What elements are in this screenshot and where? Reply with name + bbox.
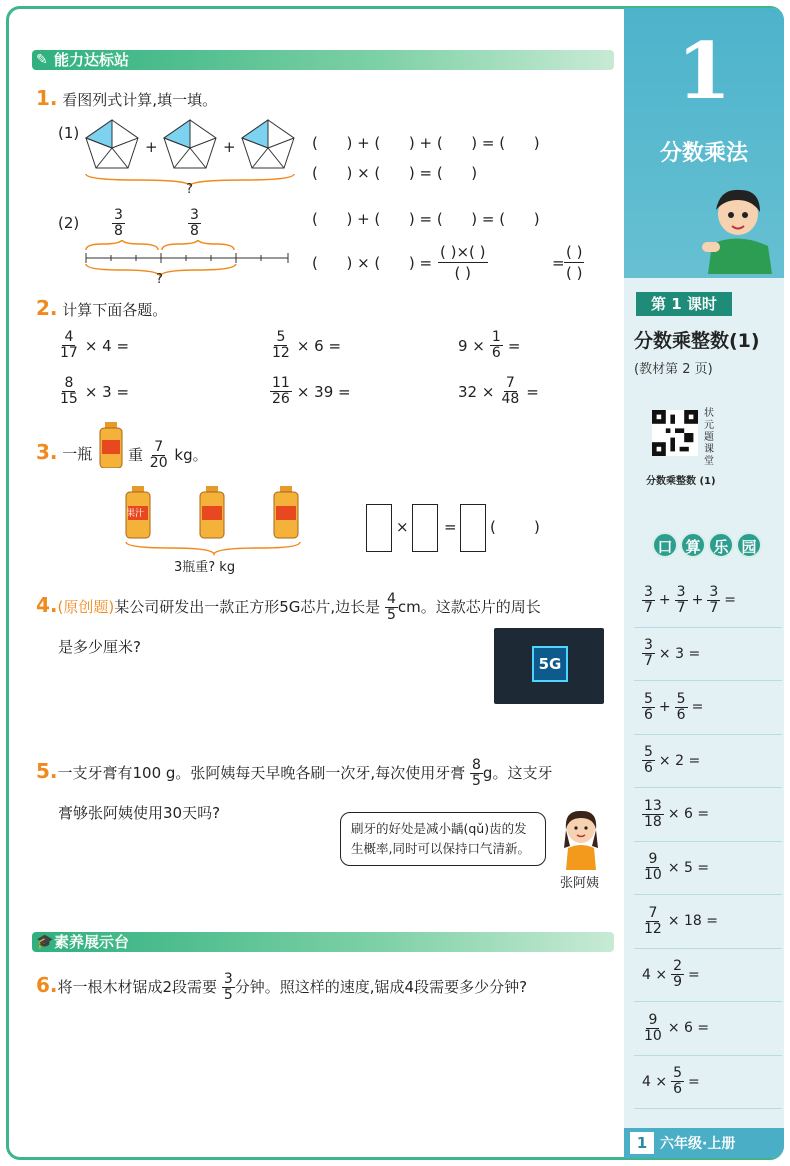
fraction: $\frac{7}{48}$ bbox=[501, 375, 520, 407]
fraction: $\frac{5}{12}$ bbox=[272, 329, 290, 361]
plus-sign: + bbox=[145, 138, 158, 156]
expression-text: = bbox=[724, 592, 736, 609]
expression-text: + bbox=[691, 592, 704, 609]
q1-fill-line-1[interactable]: ( ) + ( ) + ( ) = ( ) bbox=[312, 134, 540, 152]
fraction-seven-twentieths: $\frac{7}{20}$ bbox=[149, 439, 168, 471]
section-banner-ability bbox=[32, 50, 614, 70]
lesson-textbook-page: (教材第 2 页) bbox=[634, 362, 713, 377]
question-number: 2. bbox=[36, 296, 58, 320]
q2-expression bbox=[458, 376, 539, 407]
oral-badge-char: 口 bbox=[652, 532, 678, 558]
q2-expression bbox=[270, 330, 341, 361]
oral-calc-item bbox=[634, 681, 782, 735]
unit-blank[interactable]: ( ) bbox=[490, 518, 540, 536]
fraction: $\frac{5}{6}$ bbox=[644, 744, 653, 777]
expression-text: = bbox=[688, 966, 700, 983]
fraction: $\frac{5}{6}$ bbox=[673, 1065, 683, 1098]
fraction-eight-fifths: $\frac{8}{5}$ bbox=[472, 757, 481, 789]
banner-title: 素养展示台 bbox=[54, 933, 130, 951]
fraction-three-fifths: $\frac{3}{5}$ bbox=[223, 971, 233, 1003]
expression-text: × 4 = bbox=[84, 336, 130, 355]
q1-fill-line-4[interactable]: ( ) × ( ) = bbox=[312, 254, 433, 272]
question-1-title bbox=[36, 86, 217, 110]
expression-text: 4 × bbox=[642, 966, 668, 983]
oral-calc-item bbox=[634, 842, 782, 896]
question-6-text: 6.将一根木材锯成2段需要 $\frac{3}{5}$ 分钟。照这样的速度,锯成4段需要多少分钟? bbox=[36, 971, 528, 1003]
lesson-tag: 第 1 课时 bbox=[636, 292, 732, 316]
fraction: $\frac{9}{10}$ bbox=[644, 1011, 662, 1044]
expression-text: = bbox=[526, 382, 539, 401]
question-text: 看图列式计算,填一填。 bbox=[62, 91, 218, 109]
qr-caption: 分数乘整数 (1) bbox=[646, 476, 716, 487]
qr-code[interactable] bbox=[652, 410, 698, 456]
oral-calc-item bbox=[634, 1002, 782, 1056]
expression-text: × 3 = bbox=[658, 645, 701, 662]
oral-calc-item bbox=[634, 574, 782, 628]
question-number: 5. bbox=[36, 759, 58, 783]
q3-text: 重 $\frac{7}{20}$ kg。 bbox=[128, 439, 208, 471]
question-number: 4. bbox=[36, 593, 58, 617]
expression-text: = bbox=[688, 1073, 700, 1090]
expression-text: × 18 = bbox=[667, 913, 719, 930]
fraction: $\frac{5}{6}$ bbox=[676, 690, 686, 723]
aunt-zhang-label: 张阿姨 bbox=[560, 876, 600, 891]
expression-text: 9 × bbox=[458, 336, 485, 355]
fraction: $\frac{11}{26}$ bbox=[272, 375, 290, 407]
juice-bottle-icon bbox=[98, 422, 124, 468]
oral-calculation-list bbox=[634, 574, 782, 1109]
answer-box[interactable] bbox=[412, 504, 438, 552]
5g-chip-image bbox=[494, 628, 604, 704]
expression-text: × 2 = bbox=[658, 752, 701, 769]
q2-expression bbox=[58, 376, 129, 407]
equals-sign: = bbox=[444, 518, 457, 536]
fraction: $\frac{2}{9}$ bbox=[673, 958, 683, 991]
answer-box[interactable] bbox=[366, 504, 392, 552]
question-text: 计算下面各题。 bbox=[62, 301, 168, 319]
sidebar bbox=[624, 8, 784, 1158]
q2-expression bbox=[58, 330, 129, 361]
q1-fill-line-3[interactable]: ( ) + ( ) = ( ) = ( ) bbox=[312, 210, 540, 228]
fraction: $\frac{3}{7}$ bbox=[709, 583, 719, 616]
oral-badge-char: 算 bbox=[680, 532, 706, 558]
expression-text: × 6 = bbox=[296, 336, 342, 355]
chapter-header bbox=[624, 8, 784, 278]
expression-text: 4 × bbox=[642, 1073, 668, 1090]
question-3-title bbox=[36, 440, 92, 464]
expression-text: = bbox=[507, 336, 521, 355]
fraction: $\frac{3}{7}$ bbox=[644, 637, 653, 670]
times-sign: × bbox=[396, 518, 409, 536]
fraction: $\frac{7}{12}$ bbox=[644, 904, 662, 937]
expression-text: + bbox=[658, 592, 671, 609]
question-5-text: 5.一支牙膏有100 g。张阿姨每天早晚各刷一次牙,每次使用牙膏 $\frac{8}{5}$ g。这支牙 bbox=[36, 757, 553, 789]
fraction: $\frac{8}{15}$ bbox=[60, 375, 78, 407]
expression-text: × 39 = bbox=[296, 382, 351, 401]
three-juice-bottles bbox=[120, 486, 310, 556]
question-4-text-cont: 是多少厘米? bbox=[58, 638, 141, 656]
question-number: 6. bbox=[36, 973, 58, 997]
question-mark: ? bbox=[156, 272, 163, 287]
fraction-four-fifths: $\frac{4}{5}$ bbox=[386, 591, 396, 623]
grade-label: 六年级·上册 bbox=[660, 1136, 736, 1152]
qr-label: 状元题课堂 bbox=[704, 408, 714, 467]
bottle-label: 果汁 bbox=[126, 509, 145, 519]
oral-badge-char: 园 bbox=[736, 532, 762, 558]
question-number: 3. bbox=[36, 440, 58, 464]
expression-text: = bbox=[691, 699, 704, 716]
expression-text: × 6 = bbox=[667, 806, 710, 823]
oral-section-badge bbox=[652, 532, 762, 558]
page-footer bbox=[624, 1128, 784, 1158]
lesson-title: 分数乘整数(1) bbox=[634, 330, 760, 352]
q1-part1-label: (1) bbox=[58, 124, 80, 142]
fraction: $\frac{4}{17}$ bbox=[60, 329, 78, 361]
segment-line-diagram bbox=[82, 240, 292, 288]
section-banner-competence bbox=[32, 932, 614, 952]
q1-fill-result-fraction[interactable]: ( ) ( ) bbox=[566, 243, 583, 282]
question-text: 一瓶 bbox=[62, 445, 93, 463]
plus-sign: + bbox=[223, 138, 236, 156]
banner-title: 能力达标站 bbox=[54, 51, 130, 69]
q1-fill-line-2[interactable]: ( ) × ( ) = ( ) bbox=[312, 164, 478, 182]
graduation-cap-icon: 🎓 bbox=[36, 934, 54, 950]
expression-text: × 6 = bbox=[667, 1020, 710, 1037]
pencil-icon: ✎ bbox=[36, 52, 48, 68]
q1-part2-label: (2) bbox=[58, 214, 80, 232]
question-number: 1. bbox=[36, 86, 58, 110]
expression-text: + bbox=[658, 699, 671, 716]
q2-expression bbox=[458, 330, 520, 361]
aunt-zhang-illustration bbox=[556, 808, 606, 870]
fraction: $\frac{3}{7}$ bbox=[676, 583, 686, 616]
original-question-tag: (原创题) bbox=[57, 598, 115, 616]
question-5-text-cont: 膏够张阿姨使用30天吗? bbox=[58, 804, 221, 822]
q2-expression bbox=[270, 376, 351, 407]
oral-calc-item bbox=[634, 1056, 782, 1110]
fraction: $\frac{5}{6}$ bbox=[644, 690, 653, 723]
question-mark: ? bbox=[186, 182, 193, 197]
fraction: $\frac{13}{18}$ bbox=[644, 797, 662, 830]
equals-sign: = bbox=[552, 254, 565, 272]
boy-illustration bbox=[702, 184, 782, 274]
chapter-number: 1 bbox=[676, 26, 732, 117]
expression-text: 32 × bbox=[458, 382, 495, 401]
answer-box[interactable] bbox=[460, 504, 486, 552]
q1-fill-fraction[interactable]: ( )×( ) ( ) bbox=[440, 243, 486, 282]
expression-text: × 5 = bbox=[667, 859, 710, 876]
fraction: $\frac{9}{10}$ bbox=[644, 851, 662, 884]
chip-label: 5G bbox=[532, 646, 568, 682]
oral-calc-item bbox=[634, 895, 782, 949]
page-number: 1 bbox=[630, 1132, 654, 1154]
expression-text: × 3 = bbox=[84, 382, 130, 401]
fraction: $\frac{3}{7}$ bbox=[644, 583, 653, 616]
oral-calc-item bbox=[634, 788, 782, 842]
three-bottles-weight-label: 3瓶重? kg bbox=[174, 560, 236, 575]
question-4-text: 4.(原创题)某公司研发出一款正方形5G芯片,边长是 $\frac{4}{5}$ cm。这款芯片的周长 bbox=[36, 591, 541, 623]
speech-bubble: 刷牙的好处是减小龋(qǔ)齿的发生概率,同时可以保持口气清新。 bbox=[340, 812, 546, 866]
fraction-three-eighths: $\frac{3}{8}$ bbox=[114, 207, 123, 239]
fraction-three-eighths: $\frac{3}{8}$ bbox=[190, 207, 199, 239]
fraction: $\frac{1}{6}$ bbox=[491, 329, 501, 361]
question-2-title bbox=[36, 296, 167, 320]
chapter-title: 分数乘法 bbox=[659, 141, 748, 166]
oral-badge-char: 乐 bbox=[708, 532, 734, 558]
oral-calc-item bbox=[634, 628, 782, 682]
oral-calc-item bbox=[634, 949, 782, 1003]
oral-calc-item bbox=[634, 735, 782, 789]
